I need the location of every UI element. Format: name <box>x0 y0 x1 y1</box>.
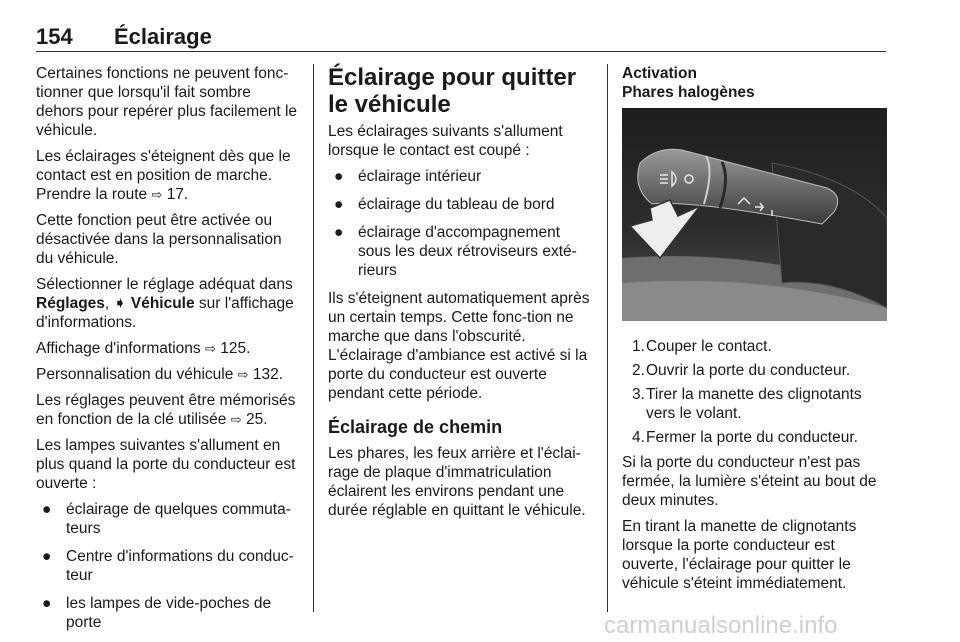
bullet-list <box>328 167 592 280</box>
paragraph: Les phares, les feux arrière et l'éclai-rage de plaque d'immatriculation éclairent les environs pendant une durée réglable en quittant le véhicule. <box>328 445 586 519</box>
step-number: 4. <box>632 429 645 446</box>
page-reference: 125. <box>220 340 251 357</box>
paragraph: Sélectionner le réglage adéquat dans Réglages, ➧ Véhicule sur l'affichage d'informations. <box>36 276 294 331</box>
list-item: 2. Ouvrir la porte du conducteur. <box>632 362 851 379</box>
halogen-headlights-heading: Phares halogènes <box>622 84 755 101</box>
list-item: 4. Fermer la porte du conducteur. <box>632 429 858 446</box>
paragraph: Affichage d'informations ⇨ 125. <box>36 340 251 357</box>
list-item: 1. Couper le contact. <box>632 338 772 355</box>
step-number: 3. <box>632 386 645 403</box>
watermark: carmanualsonline.info <box>604 612 838 639</box>
paragraph: Les réglages peuvent être mémorisés en fonction de la clé utilisée ⇨ 25. <box>36 392 296 428</box>
paragraph: Les lampes suivantes s'allument en plus quand la porte du conducteur est ouverte : <box>36 437 296 492</box>
activation-heading: Activation <box>622 65 697 82</box>
bullet-icon: ● <box>42 548 52 565</box>
bullet-icon: ● <box>42 501 52 518</box>
column-1 <box>36 64 300 641</box>
page-title: Éclairage <box>114 24 212 49</box>
header-rule <box>36 51 886 52</box>
cross-reference-arrow-icon: ⇨ <box>151 187 163 202</box>
turn-signal-lever-illustration <box>622 108 887 321</box>
column-3 <box>622 64 887 600</box>
bullet-icon: ● <box>334 196 344 213</box>
menu-path-settings: Réglages <box>36 295 105 312</box>
paragraph: Si la porte du conducteur n'est pas fermée, la lumière s'éteint au bout de deux minutes. <box>622 454 877 509</box>
subsection-heading: Éclairage de chemin <box>328 417 503 437</box>
list-item: ● éclairage de quelques commuta-teurs <box>42 501 291 537</box>
bullet-icon: ● <box>334 168 344 185</box>
instruction-steps <box>622 337 887 447</box>
section-heading: Éclairage pour quitter le véhicule <box>328 64 577 118</box>
paragraph: Personnalisation du véhicule ⇨ 132. <box>36 366 284 383</box>
paragraph: Cette fonction peut être activée ou désactivée dans la personnalisation du véhicule. <box>36 212 282 267</box>
paragraph: Les éclairages suivants s'allument lorsque le contact est coupé : <box>328 123 563 159</box>
step-number: 2. <box>632 362 645 379</box>
list-item: 3. Tirer la manette des clignotants vers le volant. <box>632 386 862 422</box>
menu-path-vehicle: Véhicule <box>130 295 195 312</box>
list-item: ● éclairage intérieur <box>334 168 482 185</box>
list-item: ● les lampes de vide-poches de porte <box>42 595 272 631</box>
cross-reference-arrow-icon: ⇨ <box>204 341 216 356</box>
column-divider-left <box>313 64 314 612</box>
paragraph: Les éclairages s'éteignent dès que le contact est en position de marche. Prendre la route ⇨ 17. <box>36 148 291 203</box>
list-item: ● éclairage d'accompagnement sous les deux rétroviseurs exté-rieurs <box>334 224 577 279</box>
list-item: ● Centre d'informations du conduc-teur <box>42 548 294 584</box>
paragraph: En tirant la manette de clignotants lorsque la porte conducteur est ouverte, l'éclairage pour quitter le véhicule s'éteint immédiatement. <box>622 518 857 592</box>
column-2 <box>328 64 592 527</box>
bullet-icon: ● <box>42 595 52 612</box>
page-reference: 17. <box>166 186 189 203</box>
cross-reference-arrow-icon: ⇨ <box>237 367 249 382</box>
cross-reference-arrow-icon: ⇨ <box>230 412 242 427</box>
list-item: ● éclairage du tableau de bord <box>334 196 555 213</box>
bullet-icon: ● <box>334 224 344 241</box>
column-divider-right <box>607 64 608 612</box>
page-reference: 132. <box>252 366 284 383</box>
step-number: 1. <box>632 338 645 355</box>
page-number: 154 <box>36 24 73 49</box>
menu-arrow-icon: ➧ <box>113 295 127 312</box>
paragraph: Ils s'éteignent automatiquement après un certain temps. Cette fonc-tion ne marche que dans l'obscurité. L'éclairage d'ambiance est activé si la porte du conducteur est ouverte pendant cette période. <box>328 290 590 402</box>
bullet-list <box>36 500 300 632</box>
paragraph: Certaines fonctions ne peuvent fonc-tionner que lorsqu'il fait sombre dehors pour repérer plus facilement le véhicule. <box>36 65 298 139</box>
page-reference: 25. <box>245 411 268 428</box>
